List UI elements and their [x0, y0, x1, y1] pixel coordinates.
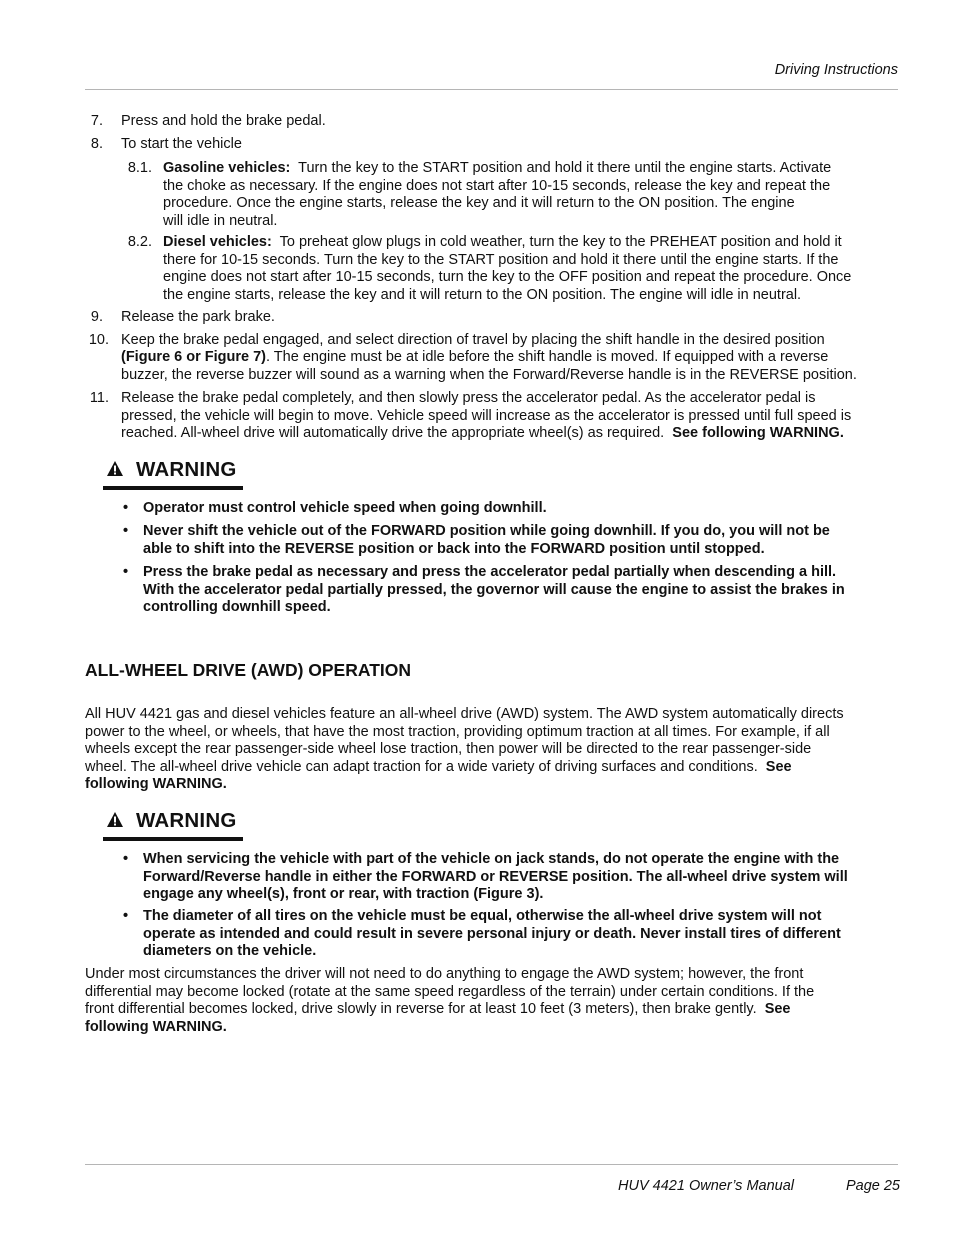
text-line: reached. All-wheel drive will automatically drive the appropriate wheel(s) as required. [121, 425, 665, 441]
warning-reference: See following WARNING. [672, 425, 844, 441]
text-line: wheel. The all-wheel drive vehicle can adapt traction for a wide variety of driving surfaces and conditions. [85, 758, 758, 775]
step-number: 8. [90, 136, 103, 152]
bullet: • [123, 851, 129, 867]
substep-text [163, 160, 903, 230]
running-header: Driving Instructions [774, 62, 898, 78]
text-line: With the accelerator pedal partially pressed, the governor will cause the engine to assist the brakes in [143, 581, 845, 598]
text-line: Turn the key to the START position and hold it there until the engine starts. Activate [298, 160, 832, 176]
text-line: diameters on the vehicle. [143, 943, 317, 959]
substep-label: Diesel vehicles: [163, 234, 272, 250]
text-line: To preheat glow plugs in cold weather, turn the key to the PREHEAT position and hold it [279, 234, 842, 250]
page-number: Page 25 [845, 1178, 900, 1194]
substep-number: 8.1. [127, 160, 152, 176]
text-line: the choke as necessary. If the engine does not start after 10-15 seconds, release the key and repeat the [163, 177, 831, 194]
footer-rule [85, 1164, 898, 1165]
warning-underline [103, 837, 243, 841]
text-line: wheels except the rear passenger-side wheel lose traction, then power will be directed to the rear passenger-side [85, 741, 812, 757]
warning-label: WARNING [136, 458, 237, 481]
step-text: Release the park brake. [121, 309, 275, 325]
section-heading: ALL-WHEEL DRIVE (AWD) OPERATION [85, 660, 412, 680]
warning-underline [103, 486, 243, 490]
step-number: 9. [90, 309, 103, 325]
text-line: controlling downhill speed. [143, 599, 331, 615]
substep-number: 8.2. [127, 234, 152, 250]
substep-label: Gasoline vehicles: [163, 160, 291, 176]
header-rule [85, 89, 898, 90]
text-line: engage any wheel(s), front or rear, with traction (Figure 3). [143, 886, 544, 902]
step-number: 11. [89, 390, 109, 406]
figure-reference: (Figure 6 or Figure 7) [121, 349, 267, 365]
warning-bullet-text [143, 523, 903, 558]
warning-bullet-text [143, 851, 903, 904]
text-line: differential may become locked (rotate at the same speed regardless of the terrain) under certain conditions. If the [85, 983, 815, 1000]
text-line: Keep the brake pedal engaged, and select direction of travel by placing the shift handle in the desired position [121, 332, 825, 348]
step-number: 7. [90, 113, 103, 129]
step-text: Press and hold the brake pedal. [121, 113, 326, 129]
step-text: To start the vehicle [121, 136, 242, 152]
text-line: Press the brake pedal as necessary and press the accelerator pedal partially when descending a hill. [143, 564, 837, 580]
footer-manual-title: HUV 4421 Owner’s Manual [618, 1178, 794, 1194]
text-line: will idle in neutral. [163, 212, 278, 229]
text-line: front differential becomes locked, drive slowly in reverse for at least 10 feet (3 meters), then brake gently. [85, 1001, 757, 1017]
warning-bullet-text [143, 564, 903, 617]
text-line: When servicing the vehicle with part of the vehicle on jack stands, do not operate the engine with the [143, 851, 840, 867]
warning-triangle-icon [107, 812, 123, 827]
text-line: buzzer, the reverse buzzer will sound as a warning when the Forward/Reverse handle is in the REVERSE position. [121, 366, 857, 383]
text-line: pressed, the vehicle will begin to move. Vehicle speed will increase as the accelerator is pressed until full speed is [121, 407, 852, 424]
warning-reference: See [765, 758, 792, 775]
bullet: • [123, 500, 129, 516]
bullet: • [123, 908, 129, 924]
text-line: All HUV 4421 gas and diesel vehicles feature an all-wheel drive (AWD) system. The AWD system automatically directs [85, 706, 844, 722]
text-line: Release the brake pedal completely, and then slowly press the accelerator pedal. As the accelerator pedal is [121, 390, 816, 406]
text-line: Under most circumstances the driver will not need to do anything to engage the AWD system; however, the front [85, 966, 804, 982]
warning-reference: following WARNING. [85, 1018, 227, 1035]
warning-label: WARNING [136, 809, 237, 832]
warning-bullet-text: Operator must control vehicle speed when going downhill. [143, 500, 547, 516]
bullet: • [123, 564, 129, 580]
warning-heading [103, 455, 243, 485]
warning-reference: See [764, 1001, 791, 1017]
text-line: the engine starts, release the key and it will return to the ON position. The engine will idle in neutral. [163, 286, 802, 303]
text-line: Forward/Reverse handle in either the FORWARD or REVERSE position. The all-wheel drive system will [143, 868, 848, 885]
text-line: power to the wheel, or wheels, that have the most traction, providing optimum traction at all times. For example, if all [85, 723, 830, 740]
step-text [121, 332, 901, 350]
step-text [121, 390, 901, 443]
warning-reference: following WARNING. [85, 776, 227, 792]
warning-heading [103, 806, 243, 836]
warning-triangle-icon [107, 461, 123, 476]
text-line: able to shift into the REVERSE position or back into the FORWARD position until stopped. [143, 540, 765, 557]
step-text-continued [121, 349, 901, 384]
bullet: • [123, 523, 129, 539]
closing-paragraph [85, 966, 900, 1036]
text-line: The diameter of all tires on the vehicle must be equal, otherwise the all-wheel drive system will not [143, 908, 822, 924]
text-line: . The engine must be at idle before the shift handle is moved. If equipped with a reverse [266, 349, 829, 365]
text-line: Never shift the vehicle out of the FORWARD position while going downhill. If you do, you will not be [143, 523, 830, 539]
text-line: operate as intended and could result in severe personal injury or death. Never install tires of different [143, 925, 841, 942]
text-line: procedure. Once the engine starts, release the key and it will return to the ON position. The engine [163, 195, 795, 211]
text-line: engine does not start after 10-15 seconds, turn the key to the OFF position and repeat the procedure. Once [163, 269, 852, 285]
step-number: 10. [88, 332, 109, 348]
section-paragraph [85, 706, 900, 794]
text-line: there for 10-15 seconds. Turn the key to the START position and hold it there until the engine starts. If the [163, 251, 839, 268]
warning-bullet-text [143, 908, 903, 961]
substep-text [163, 234, 903, 304]
